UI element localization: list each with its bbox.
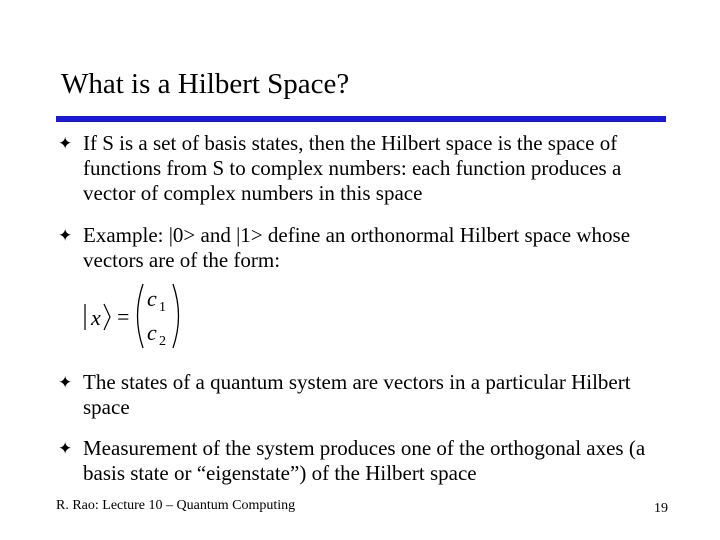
right-paren (173, 284, 179, 348)
title-divider (56, 116, 666, 122)
vector-entry-c2-subscript: 2 (159, 334, 166, 349)
ket-variable: x (91, 305, 101, 330)
bullet-item (58, 223, 678, 273)
bullet-text: If S is a set of basis states, then the Hilbert space is the space of functions from S to complex numbers: each function produces a vector of complex numbers in this space (83, 131, 622, 205)
bullet-item (58, 131, 678, 206)
vector-entry-c1-subscript: 1 (159, 300, 166, 315)
bullet-item (58, 436, 678, 486)
bullet-text: Measurement of the system produces one of the orthogonal axes (a basis state or “eigenstate”) of the Hilbert space (83, 436, 646, 485)
four-pointed-star-icon: ✦ (58, 373, 73, 393)
vector-entry-c1: c (147, 286, 157, 311)
ket-vector-formula (80, 282, 190, 350)
four-pointed-star-icon: ✦ (58, 439, 73, 459)
equals-sign: = (117, 304, 130, 329)
bullet-text: Example: |0> and |1> define an orthonormal Hilbert space whose vectors are of the form: (83, 223, 631, 272)
slide-title: What is a Hilbert Space? (61, 68, 350, 100)
left-paren (138, 284, 144, 348)
title-divider-bar (56, 116, 666, 122)
footer-lecture-label: R. Rao: Lecture 10 – Quantum Computing (56, 498, 296, 513)
bullet-item (58, 370, 678, 420)
four-pointed-star-icon: ✦ (58, 226, 73, 246)
four-pointed-star-icon: ✦ (58, 134, 73, 154)
page-number: 19 (654, 501, 668, 516)
vector-entry-c2: c (147, 320, 157, 345)
bullet-text: The states of a quantum system are vectors in a particular Hilbert space (83, 370, 631, 419)
ket-angle (104, 304, 110, 330)
